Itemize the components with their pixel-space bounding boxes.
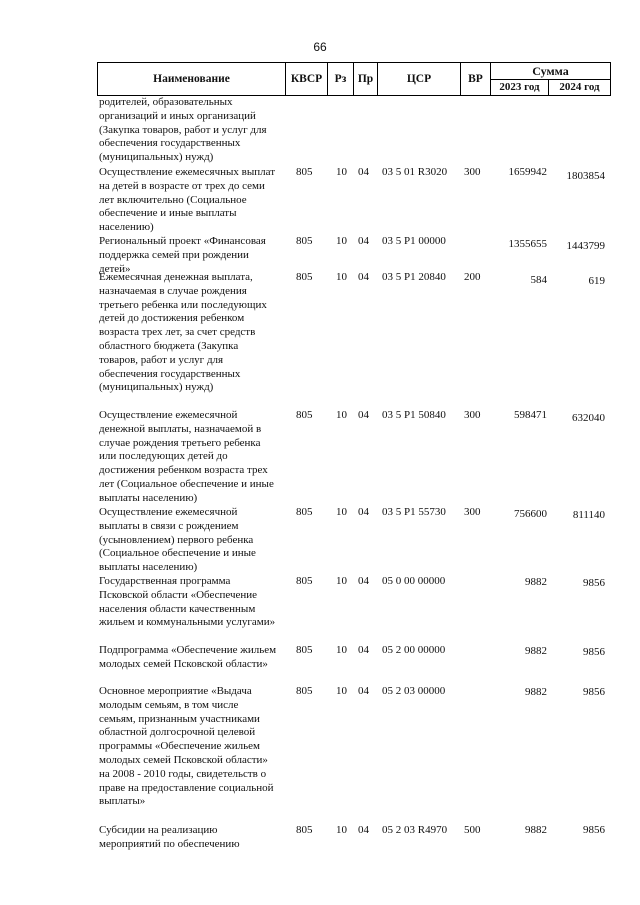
row-vr: 300 xyxy=(464,166,481,178)
row-sum-2023: 598471 xyxy=(514,409,547,421)
row-sum-2023: 9882 xyxy=(525,686,547,698)
row-name: Ежемесячная денежная выплата, назначаемая в случае рождения третьего ребенка или последующих детей до достижения ребенком возраста трех лет, за счет средств областного бюджета (Закупка товаров, работ и услуг для обеспечения государственных (муниципальных) нужд) xyxy=(99,271,267,394)
row-sum-2024: 619 xyxy=(588,275,605,287)
row-pr: 04 xyxy=(358,506,369,518)
row-sum-2024: 1443799 xyxy=(566,240,605,252)
row-rz: 10 xyxy=(336,685,347,697)
row-sum-2023: 1659942 xyxy=(508,166,547,178)
header-vr: ВР xyxy=(461,63,491,95)
page-number: 66 xyxy=(313,40,327,54)
row-sum-2023: 9882 xyxy=(525,645,547,657)
table-row xyxy=(97,685,611,824)
row-sum-2024: 811140 xyxy=(572,509,605,521)
row-kvsr: 805 xyxy=(296,235,313,247)
row-vr: 200 xyxy=(464,271,481,283)
row-csr: 03 5 P1 55730 xyxy=(382,506,446,518)
row-csr: 03 5 P1 20840 xyxy=(382,271,446,283)
header-kvsr: КВСР xyxy=(286,63,328,95)
row-name: Региональный проект «Финансовая поддержка семей при рождении детей» xyxy=(99,235,266,275)
row-pr: 04 xyxy=(358,575,369,587)
row-kvsr: 805 xyxy=(296,409,313,421)
row-vr: 300 xyxy=(464,409,481,421)
table-row xyxy=(97,506,611,575)
row-rz: 10 xyxy=(336,271,347,283)
row-pr: 04 xyxy=(358,235,369,247)
row-sum-2024: 9856 xyxy=(583,577,605,589)
row-pr: 04 xyxy=(358,685,369,697)
table-header xyxy=(97,62,611,96)
row-sum-2024: 632040 xyxy=(572,412,605,424)
row-csr: 05 2 00 00000 xyxy=(382,644,446,656)
row-csr: 03 5 P1 00000 xyxy=(382,235,446,247)
header-pr: Пр xyxy=(354,63,378,95)
row-sum-2024: 9856 xyxy=(583,824,605,836)
row-sum-2023: 9882 xyxy=(525,824,547,836)
row-pr: 04 xyxy=(358,271,369,283)
row-sum-2023: 584 xyxy=(530,274,547,286)
header-year-2024: 2024 год xyxy=(559,81,600,93)
row-kvsr: 805 xyxy=(296,271,313,283)
header-year-2023: 2023 год xyxy=(491,79,549,95)
row-rz: 10 xyxy=(336,166,347,178)
row-pr: 04 xyxy=(358,644,369,656)
row-csr: 05 0 00 00000 xyxy=(382,575,446,587)
table-row xyxy=(97,271,611,409)
row-kvsr: 805 xyxy=(296,644,313,656)
row-kvsr: 805 xyxy=(296,685,313,697)
row-rz: 10 xyxy=(336,575,347,587)
header-name: Наименование xyxy=(98,63,286,95)
row-name: Основное мероприятие «Выдача молодым семьям, в том числе семьям, признанным участниками областной долгосрочной целевой программы «Обеспечение жильем молодых семей Псковской области» на 2008 - 2010 годы, свидетельств о праве на предоставление социальной выплаты» xyxy=(99,685,274,808)
table-row xyxy=(97,96,611,166)
row-kvsr: 805 xyxy=(296,166,313,178)
row-sum-2023: 1355655 xyxy=(508,238,547,250)
row-name: Подпрограмма «Обеспечение жильем молодых семей Псковской области» xyxy=(99,644,277,670)
row-name: Осуществление ежемесячных выплат на детей в возрасте от трех до семи лет включительно (Социальное обеспечение и иные выплаты населению) xyxy=(99,166,276,234)
row-csr: 05 2 03 R4970 xyxy=(382,824,448,836)
row-name: родителей, образовательных организаций и иных организаций (Закупка товаров, работ и услуг для обеспечения государственных (муниципальных) нужд) xyxy=(99,96,267,164)
row-csr: 05 2 03 00000 xyxy=(382,685,446,697)
table-row xyxy=(97,575,611,644)
row-csr: 03 5 01 R3020 xyxy=(382,166,448,178)
row-pr: 04 xyxy=(358,409,369,421)
header-csr: ЦСР xyxy=(378,63,461,95)
row-sum-2024: 9856 xyxy=(583,646,605,658)
table-body xyxy=(97,96,611,854)
row-rz: 10 xyxy=(336,824,347,836)
row-kvsr: 805 xyxy=(296,575,313,587)
row-pr: 04 xyxy=(358,824,369,836)
row-pr: 04 xyxy=(358,166,369,178)
row-name: Субсидии на реализацию мероприятий по обеспечению xyxy=(99,824,240,850)
row-sum-2024: 9856 xyxy=(583,686,605,698)
row-vr: 500 xyxy=(464,824,481,836)
row-kvsr: 805 xyxy=(296,506,313,518)
row-name: Государственная программа Псковской области «Обеспечение населения области качественным жильем и коммунальными услугами» xyxy=(99,575,276,629)
row-csr: 03 5 P1 50840 xyxy=(382,409,446,421)
row-sum-2024: 1803854 xyxy=(566,170,605,182)
row-sum-2023: 9882 xyxy=(525,576,547,588)
table-row xyxy=(97,824,611,854)
table-row xyxy=(97,166,611,235)
table-row xyxy=(97,644,611,685)
row-sum-2023: 756600 xyxy=(514,508,547,520)
table-row xyxy=(97,235,611,275)
header-sum: Сумма xyxy=(491,63,610,80)
row-rz: 10 xyxy=(336,506,347,518)
row-name: Осуществление ежемесячной денежной выплаты, назначаемой в случае рождения третьего ребенка или последующих детей до достижения ребенком возраста трех лет (Социальное обеспечение и иные выплаты населению) xyxy=(99,409,274,504)
row-vr: 300 xyxy=(464,506,481,518)
header-sum-group xyxy=(491,63,610,95)
row-kvsr: 805 xyxy=(296,824,313,836)
row-rz: 10 xyxy=(336,235,347,247)
row-name: Осуществление ежемесячной выплаты в связи с рождением (усыновлением) первого ребенка (Социальное обеспечение и иные выплаты населению) xyxy=(99,506,256,574)
header-rz: Рз xyxy=(328,63,354,95)
table-row xyxy=(97,409,611,506)
row-rz: 10 xyxy=(336,409,347,421)
row-rz: 10 xyxy=(336,644,347,656)
